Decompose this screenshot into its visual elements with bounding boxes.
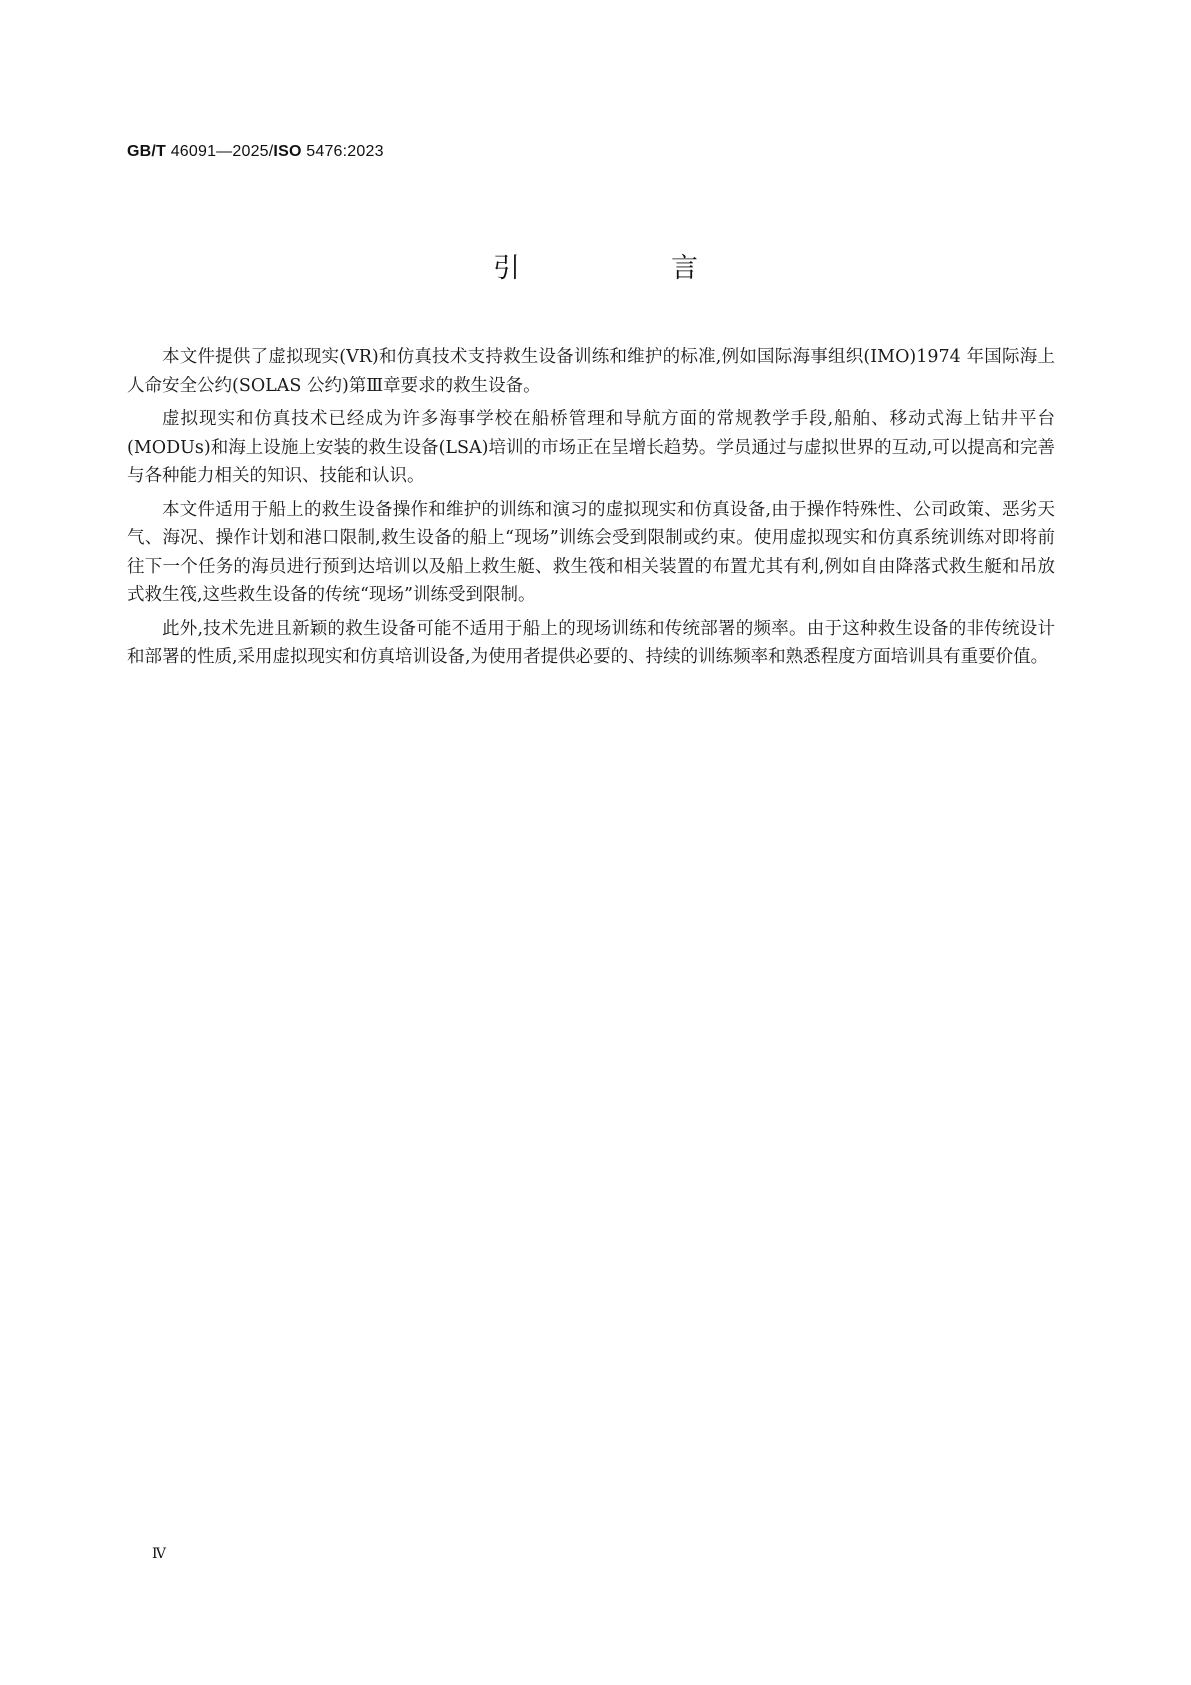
paragraph-1: 本文件提供了虚拟现实(VR)和仿真技术支持救生设备训练和维护的标准,例如国际海事组织(IMO)1974 年国际海上人命安全公约(SOLAS 公约)第Ⅲ章要求的救生设备。 [127, 347, 1055, 396]
standard-number: 46091—2025/ [170, 143, 274, 160]
iso-number: 5476:2023 [306, 143, 384, 160]
introduction-body [127, 343, 1055, 677]
paragraph-4: 此外,技术先进且新颖的救生设备可能不适用于船上的现场训练和传统部署的频率。由于这种救生设备的非传统设计和部署的性质,采用虚拟现实和仿真培训设备,为使用者提供必要的、持续的训练频率和熟悉程度方面培训具有重要价值。 [127, 618, 1055, 667]
paragraph-2: 虚拟现实和仿真技术已经成为许多海事学校在船桥管理和导航方面的常规教学手段,船舶、移动式海上钻井平台(MODUs)和海上设施上安装的救生设备(LSA)培训的市场正在呈增长趋势。学员通过与虚拟世界的互动,可以提高和完善与各种能力相关的知识、技能和认识。 [127, 409, 1055, 486]
document-header [127, 143, 384, 161]
page-number: Ⅳ [152, 1546, 166, 1562]
page-title: 引 言 [493, 253, 760, 284]
paragraph-3: 本文件适用于船上的救生设备操作和维护的训练和演习的虚拟现实和仿真设备,由于操作特殊性、公司政策、恶劣天气、海况、操作计划和港口限制,救生设备的船上“现场”训练会受到限制或约束。使用虚拟现实和仿真系统训练对即将前往下一个任务的海员进行预到达培训以及船上救生艇、救生筏和相关装置的布置尤其有利,例如自由降落式救生艇和吊放式救生筏,这些救生设备的传统“现场”训练受到限制。 [127, 499, 1055, 605]
iso-prefix: ISO [273, 143, 302, 160]
standard-prefix: GB/T [127, 143, 167, 160]
